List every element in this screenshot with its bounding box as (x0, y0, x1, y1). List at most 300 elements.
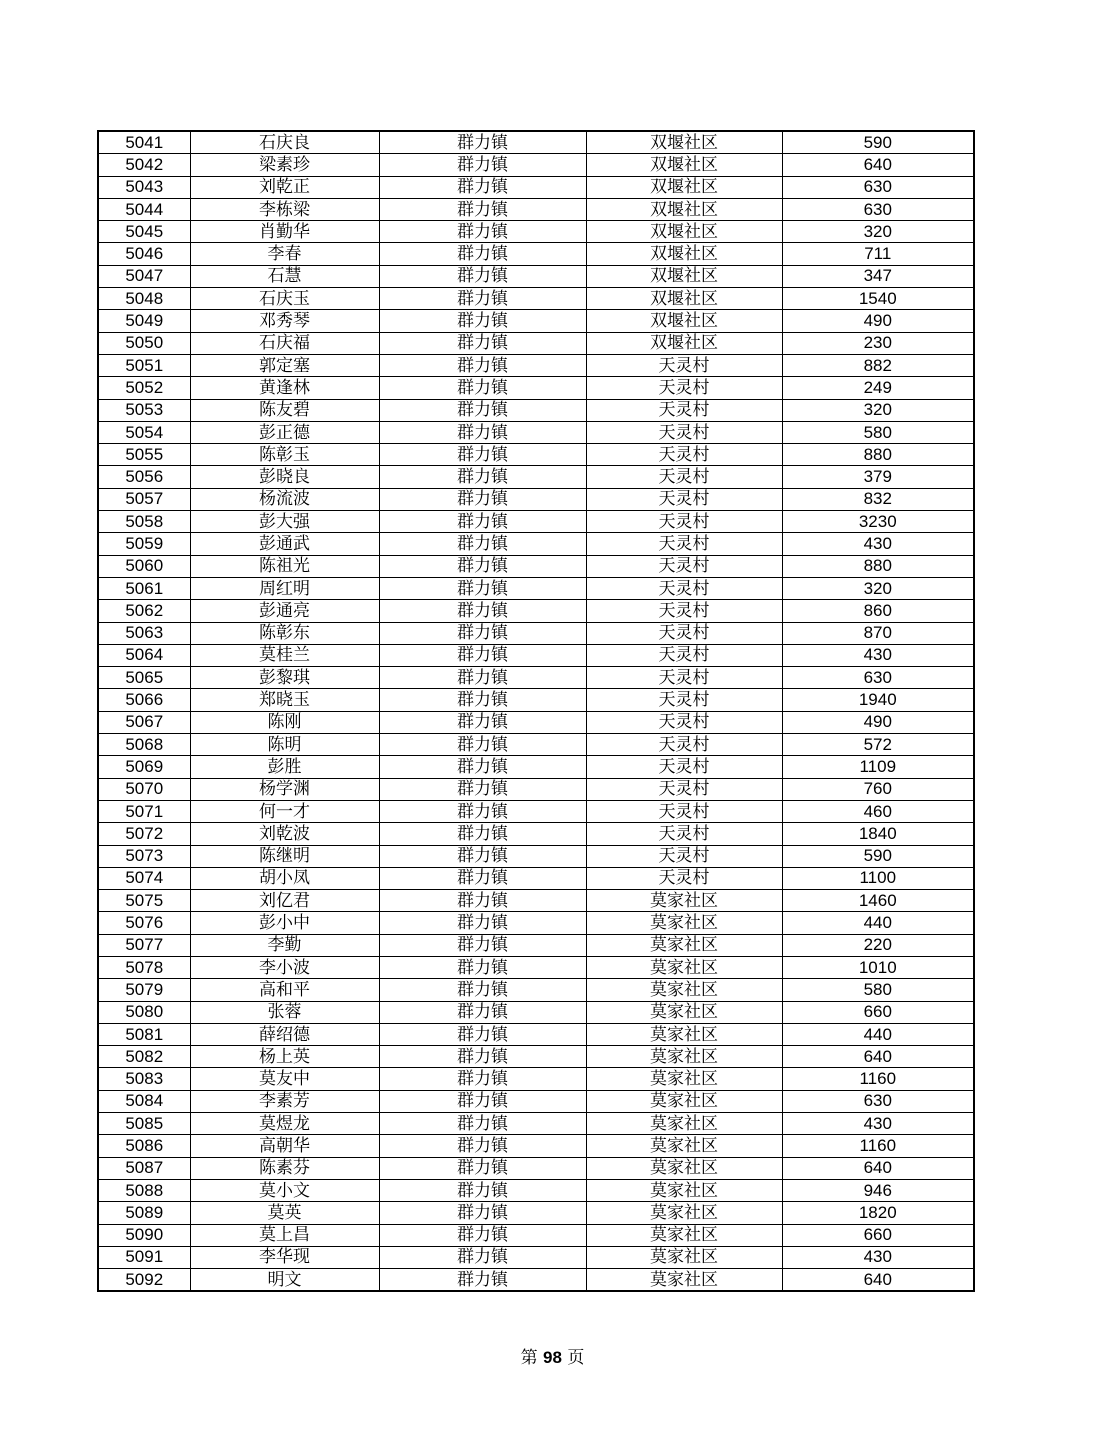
serial-number-cell: 5074 (98, 867, 190, 889)
serial-number-cell: 5053 (98, 399, 190, 421)
amount-cell: 572 (782, 734, 974, 756)
community-cell: 莫家社区 (586, 956, 782, 978)
community-cell: 双堰社区 (586, 310, 782, 332)
name-cell: 高朝华 (190, 1135, 379, 1157)
serial-number-cell: 5080 (98, 1001, 190, 1023)
name-cell: 刘亿君 (190, 890, 379, 912)
table-row (98, 823, 974, 845)
table-row (98, 979, 974, 1001)
serial-number-cell: 5045 (98, 221, 190, 243)
roster-table-body (98, 131, 974, 1291)
serial-number-cell: 5090 (98, 1224, 190, 1246)
serial-number-cell: 5043 (98, 176, 190, 198)
town-cell: 群力镇 (379, 399, 586, 421)
community-cell: 莫家社区 (586, 979, 782, 1001)
table-row (98, 354, 974, 376)
amount-cell: 1820 (782, 1202, 974, 1224)
name-cell: 刘乾波 (190, 823, 379, 845)
table-row (98, 421, 974, 443)
community-cell: 莫家社区 (586, 912, 782, 934)
amount-cell: 711 (782, 243, 974, 265)
community-cell: 天灵村 (586, 845, 782, 867)
name-cell: 郭定塞 (190, 354, 379, 376)
community-cell: 天灵村 (586, 466, 782, 488)
name-cell: 陈祖光 (190, 555, 379, 577)
amount-cell: 630 (782, 667, 974, 689)
town-cell: 群力镇 (379, 1001, 586, 1023)
table-row (98, 555, 974, 577)
name-cell: 杨学渊 (190, 778, 379, 800)
amount-cell: 1840 (782, 823, 974, 845)
name-cell: 莫桂兰 (190, 644, 379, 666)
amount-cell: 3230 (782, 511, 974, 533)
amount-cell: 882 (782, 354, 974, 376)
serial-number-cell: 5057 (98, 488, 190, 510)
serial-number-cell: 5044 (98, 198, 190, 220)
serial-number-cell: 5051 (98, 354, 190, 376)
amount-cell: 440 (782, 912, 974, 934)
town-cell: 群力镇 (379, 800, 586, 822)
amount-cell: 660 (782, 1224, 974, 1246)
name-cell: 彭通武 (190, 533, 379, 555)
name-cell: 周红明 (190, 577, 379, 599)
serial-number-cell: 5046 (98, 243, 190, 265)
table-row (98, 1001, 974, 1023)
table-row (98, 800, 974, 822)
town-cell: 群力镇 (379, 711, 586, 733)
amount-cell: 832 (782, 488, 974, 510)
community-cell: 莫家社区 (586, 1269, 782, 1292)
name-cell: 彭小中 (190, 912, 379, 934)
table-row (98, 444, 974, 466)
serial-number-cell: 5075 (98, 890, 190, 912)
serial-number-cell: 5066 (98, 689, 190, 711)
community-cell: 天灵村 (586, 689, 782, 711)
name-cell: 张蓉 (190, 1001, 379, 1023)
table-row (98, 131, 974, 154)
name-cell: 莫上昌 (190, 1224, 379, 1246)
amount-cell: 590 (782, 131, 974, 154)
community-cell: 莫家社区 (586, 1224, 782, 1246)
amount-cell: 880 (782, 555, 974, 577)
community-cell: 莫家社区 (586, 1023, 782, 1045)
town-cell: 群力镇 (379, 1179, 586, 1201)
name-cell: 陈素芬 (190, 1157, 379, 1179)
name-cell: 陈彰东 (190, 622, 379, 644)
serial-number-cell: 5065 (98, 667, 190, 689)
community-cell: 天灵村 (586, 377, 782, 399)
community-cell: 莫家社区 (586, 1179, 782, 1201)
town-cell: 群力镇 (379, 644, 586, 666)
community-cell: 双堰社区 (586, 154, 782, 176)
name-cell: 杨上英 (190, 1046, 379, 1068)
name-cell: 郑晓玉 (190, 689, 379, 711)
table-row (98, 734, 974, 756)
amount-cell: 430 (782, 644, 974, 666)
name-cell: 梁素珍 (190, 154, 379, 176)
roster-table (97, 130, 975, 1292)
community-cell: 莫家社区 (586, 890, 782, 912)
community-cell: 双堰社区 (586, 243, 782, 265)
name-cell: 胡小凤 (190, 867, 379, 889)
name-cell: 李春 (190, 243, 379, 265)
community-cell: 天灵村 (586, 823, 782, 845)
town-cell: 群力镇 (379, 622, 586, 644)
community-cell: 天灵村 (586, 800, 782, 822)
table-row (98, 1068, 974, 1090)
amount-cell: 490 (782, 310, 974, 332)
community-cell: 双堰社区 (586, 198, 782, 220)
town-cell: 群力镇 (379, 934, 586, 956)
community-cell: 天灵村 (586, 444, 782, 466)
community-cell: 莫家社区 (586, 1001, 782, 1023)
serial-number-cell: 5058 (98, 511, 190, 533)
town-cell: 群力镇 (379, 577, 586, 599)
community-cell: 双堰社区 (586, 176, 782, 198)
amount-cell: 580 (782, 421, 974, 443)
amount-cell: 946 (782, 1179, 974, 1201)
town-cell: 群力镇 (379, 1135, 586, 1157)
amount-cell: 640 (782, 154, 974, 176)
page-footer (0, 1343, 1105, 1368)
table-row (98, 1202, 974, 1224)
serial-number-cell: 5073 (98, 845, 190, 867)
community-cell: 莫家社区 (586, 934, 782, 956)
town-cell: 群力镇 (379, 533, 586, 555)
amount-cell: 320 (782, 221, 974, 243)
community-cell: 双堰社区 (586, 221, 782, 243)
amount-cell: 630 (782, 198, 974, 220)
table-row (98, 912, 974, 934)
community-cell: 天灵村 (586, 354, 782, 376)
table-row (98, 644, 974, 666)
amount-cell: 880 (782, 444, 974, 466)
table-row (98, 1135, 974, 1157)
community-cell: 莫家社区 (586, 1068, 782, 1090)
community-cell: 莫家社区 (586, 1113, 782, 1135)
table-row (98, 154, 974, 176)
name-cell: 彭黎琪 (190, 667, 379, 689)
serial-number-cell: 5041 (98, 131, 190, 154)
serial-number-cell: 5062 (98, 600, 190, 622)
town-cell: 群力镇 (379, 956, 586, 978)
amount-cell: 430 (782, 1246, 974, 1268)
town-cell: 群力镇 (379, 979, 586, 1001)
serial-number-cell: 5042 (98, 154, 190, 176)
amount-cell: 440 (782, 1023, 974, 1045)
community-cell: 天灵村 (586, 711, 782, 733)
town-cell: 群力镇 (379, 511, 586, 533)
town-cell: 群力镇 (379, 756, 586, 778)
table-row (98, 310, 974, 332)
community-cell: 双堰社区 (586, 332, 782, 354)
amount-cell: 430 (782, 1113, 974, 1135)
name-cell: 黄逢林 (190, 377, 379, 399)
amount-cell: 1940 (782, 689, 974, 711)
serial-number-cell: 5050 (98, 332, 190, 354)
table-row (98, 332, 974, 354)
town-cell: 群力镇 (379, 890, 586, 912)
serial-number-cell: 5085 (98, 1113, 190, 1135)
town-cell: 群力镇 (379, 131, 586, 154)
table-row (98, 511, 974, 533)
town-cell: 群力镇 (379, 265, 586, 287)
amount-cell: 590 (782, 845, 974, 867)
table-row (98, 466, 974, 488)
amount-cell: 1160 (782, 1068, 974, 1090)
name-cell: 杨流波 (190, 488, 379, 510)
serial-number-cell: 5059 (98, 533, 190, 555)
amount-cell: 1160 (782, 1135, 974, 1157)
town-cell: 群力镇 (379, 154, 586, 176)
amount-cell: 1010 (782, 956, 974, 978)
serial-number-cell: 5076 (98, 912, 190, 934)
page-label-prefix: 第 (520, 1348, 538, 1368)
community-cell: 莫家社区 (586, 1046, 782, 1068)
table-row (98, 667, 974, 689)
town-cell: 群力镇 (379, 734, 586, 756)
table-row (98, 1269, 974, 1292)
community-cell: 莫家社区 (586, 1135, 782, 1157)
town-cell: 群力镇 (379, 1090, 586, 1112)
table-row (98, 1157, 974, 1179)
community-cell: 天灵村 (586, 488, 782, 510)
town-cell: 群力镇 (379, 1246, 586, 1268)
amount-cell: 580 (782, 979, 974, 1001)
amount-cell: 249 (782, 377, 974, 399)
town-cell: 群力镇 (379, 221, 586, 243)
town-cell: 群力镇 (379, 377, 586, 399)
name-cell: 明文 (190, 1269, 379, 1292)
name-cell: 陈彰玉 (190, 444, 379, 466)
community-cell: 莫家社区 (586, 1246, 782, 1268)
name-cell: 莫英 (190, 1202, 379, 1224)
town-cell: 群力镇 (379, 176, 586, 198)
serial-number-cell: 5084 (98, 1090, 190, 1112)
table-row (98, 288, 974, 310)
community-cell: 天灵村 (586, 867, 782, 889)
community-cell: 天灵村 (586, 533, 782, 555)
serial-number-cell: 5088 (98, 1179, 190, 1201)
name-cell: 莫煜龙 (190, 1113, 379, 1135)
community-cell: 天灵村 (586, 421, 782, 443)
table-row (98, 1246, 974, 1268)
amount-cell: 490 (782, 711, 974, 733)
name-cell: 石庆玉 (190, 288, 379, 310)
name-cell: 李勤 (190, 934, 379, 956)
serial-number-cell: 5089 (98, 1202, 190, 1224)
amount-cell: 640 (782, 1046, 974, 1068)
amount-cell: 430 (782, 533, 974, 555)
town-cell: 群力镇 (379, 288, 586, 310)
name-cell: 陈继明 (190, 845, 379, 867)
town-cell: 群力镇 (379, 867, 586, 889)
town-cell: 群力镇 (379, 845, 586, 867)
name-cell: 莫小文 (190, 1179, 379, 1201)
table-row (98, 622, 974, 644)
town-cell: 群力镇 (379, 778, 586, 800)
serial-number-cell: 5087 (98, 1157, 190, 1179)
community-cell: 天灵村 (586, 644, 782, 666)
name-cell: 彭通亮 (190, 600, 379, 622)
table-row (98, 1046, 974, 1068)
community-cell: 双堰社区 (586, 265, 782, 287)
serial-number-cell: 5067 (98, 711, 190, 733)
town-cell: 群力镇 (379, 310, 586, 332)
town-cell: 群力镇 (379, 1224, 586, 1246)
serial-number-cell: 5082 (98, 1046, 190, 1068)
table-row (98, 533, 974, 555)
table-row (98, 377, 974, 399)
table-row (98, 1113, 974, 1135)
community-cell: 天灵村 (586, 667, 782, 689)
name-cell: 肖勤华 (190, 221, 379, 243)
town-cell: 群力镇 (379, 1157, 586, 1179)
name-cell: 李素芳 (190, 1090, 379, 1112)
table-row (98, 956, 974, 978)
table-row (98, 600, 974, 622)
name-cell: 石庆福 (190, 332, 379, 354)
table-row (98, 221, 974, 243)
serial-number-cell: 5077 (98, 934, 190, 956)
town-cell: 群力镇 (379, 1023, 586, 1045)
serial-number-cell: 5055 (98, 444, 190, 466)
serial-number-cell: 5060 (98, 555, 190, 577)
amount-cell: 630 (782, 176, 974, 198)
table-row (98, 399, 974, 421)
serial-number-cell: 5063 (98, 622, 190, 644)
table-row (98, 198, 974, 220)
name-cell: 石慧 (190, 265, 379, 287)
amount-cell: 320 (782, 399, 974, 421)
serial-number-cell: 5091 (98, 1246, 190, 1268)
community-cell: 天灵村 (586, 555, 782, 577)
community-cell: 天灵村 (586, 756, 782, 778)
community-cell: 天灵村 (586, 600, 782, 622)
community-cell: 天灵村 (586, 622, 782, 644)
name-cell: 李小波 (190, 956, 379, 978)
town-cell: 群力镇 (379, 1202, 586, 1224)
name-cell: 薛绍德 (190, 1023, 379, 1045)
name-cell: 李栋梁 (190, 198, 379, 220)
town-cell: 群力镇 (379, 1046, 586, 1068)
amount-cell: 640 (782, 1157, 974, 1179)
amount-cell: 220 (782, 934, 974, 956)
serial-number-cell: 5061 (98, 577, 190, 599)
serial-number-cell: 5083 (98, 1068, 190, 1090)
name-cell: 刘乾正 (190, 176, 379, 198)
serial-number-cell: 5064 (98, 644, 190, 666)
name-cell: 陈刚 (190, 711, 379, 733)
community-cell: 天灵村 (586, 399, 782, 421)
name-cell: 彭胜 (190, 756, 379, 778)
town-cell: 群力镇 (379, 555, 586, 577)
serial-number-cell: 5049 (98, 310, 190, 332)
community-cell: 天灵村 (586, 734, 782, 756)
amount-cell: 660 (782, 1001, 974, 1023)
name-cell: 彭大强 (190, 511, 379, 533)
town-cell: 群力镇 (379, 243, 586, 265)
name-cell: 李华现 (190, 1246, 379, 1268)
table-row (98, 1224, 974, 1246)
town-cell: 群力镇 (379, 600, 586, 622)
amount-cell: 1460 (782, 890, 974, 912)
town-cell: 群力镇 (379, 198, 586, 220)
table-row (98, 689, 974, 711)
serial-number-cell: 5056 (98, 466, 190, 488)
serial-number-cell: 5052 (98, 377, 190, 399)
amount-cell: 230 (782, 332, 974, 354)
amount-cell: 379 (782, 466, 974, 488)
serial-number-cell: 5071 (98, 800, 190, 822)
name-cell: 邓秀琴 (190, 310, 379, 332)
town-cell: 群力镇 (379, 421, 586, 443)
name-cell: 彭正德 (190, 421, 379, 443)
name-cell: 彭晓良 (190, 466, 379, 488)
serial-number-cell: 5048 (98, 288, 190, 310)
name-cell: 莫友中 (190, 1068, 379, 1090)
table-row (98, 265, 974, 287)
table-row (98, 577, 974, 599)
serial-number-cell: 5070 (98, 778, 190, 800)
table-row (98, 934, 974, 956)
name-cell: 石庆良 (190, 131, 379, 154)
table-row (98, 1179, 974, 1201)
serial-number-cell: 5081 (98, 1023, 190, 1045)
name-cell: 陈明 (190, 734, 379, 756)
page-label-suffix: 页 (567, 1348, 585, 1368)
table-row (98, 845, 974, 867)
community-cell: 双堰社区 (586, 131, 782, 154)
town-cell: 群力镇 (379, 912, 586, 934)
town-cell: 群力镇 (379, 354, 586, 376)
serial-number-cell: 5069 (98, 756, 190, 778)
table-row (98, 1023, 974, 1045)
table-row (98, 890, 974, 912)
town-cell: 群力镇 (379, 332, 586, 354)
amount-cell: 760 (782, 778, 974, 800)
community-cell: 天灵村 (586, 511, 782, 533)
table-row (98, 756, 974, 778)
amount-cell: 460 (782, 800, 974, 822)
serial-number-cell: 5047 (98, 265, 190, 287)
table-row (98, 867, 974, 889)
serial-number-cell: 5092 (98, 1269, 190, 1292)
name-cell: 何一才 (190, 800, 379, 822)
serial-number-cell: 5078 (98, 956, 190, 978)
town-cell: 群力镇 (379, 667, 586, 689)
name-cell: 高和平 (190, 979, 379, 1001)
town-cell: 群力镇 (379, 1113, 586, 1135)
community-cell: 天灵村 (586, 577, 782, 599)
town-cell: 群力镇 (379, 823, 586, 845)
amount-cell: 1109 (782, 756, 974, 778)
serial-number-cell: 5054 (98, 421, 190, 443)
community-cell: 莫家社区 (586, 1157, 782, 1179)
town-cell: 群力镇 (379, 689, 586, 711)
town-cell: 群力镇 (379, 1068, 586, 1090)
table-row (98, 243, 974, 265)
page-number: 98 (543, 1348, 562, 1367)
table-row (98, 778, 974, 800)
name-cell: 陈友碧 (190, 399, 379, 421)
amount-cell: 347 (782, 265, 974, 287)
serial-number-cell: 5086 (98, 1135, 190, 1157)
town-cell: 群力镇 (379, 466, 586, 488)
community-cell: 莫家社区 (586, 1090, 782, 1112)
amount-cell: 320 (782, 577, 974, 599)
table-row (98, 1090, 974, 1112)
